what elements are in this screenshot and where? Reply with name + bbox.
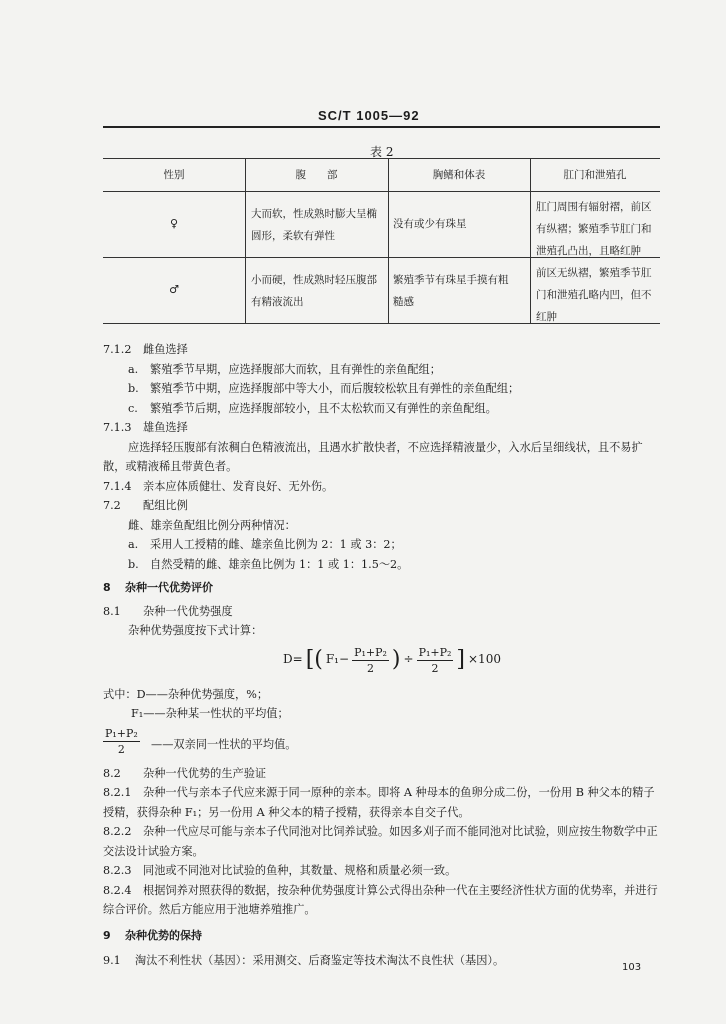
fraction-numerator: P₁+P₂	[418, 645, 452, 659]
male-fin	[393, 269, 528, 313]
list-item	[103, 379, 663, 399]
formula-lhs: D=	[283, 652, 303, 667]
formula-fraction	[352, 645, 389, 676]
fraction-numerator: P₁+P₂	[105, 726, 138, 740]
clause-number: 7.1.3	[103, 421, 132, 434]
clause-number: 8.2	[103, 766, 121, 780]
clause-7-1-4	[103, 477, 663, 497]
clause-text: 亲本应体质健壮、发育良好、无外伤。	[143, 479, 334, 493]
item-label: b.	[128, 557, 139, 571]
clause-9-1	[103, 951, 663, 971]
clause-title: 杂种一代优势的生产验证	[143, 766, 267, 780]
female-abdomen	[251, 203, 386, 247]
clause-title: 雄鱼选择	[143, 421, 188, 434]
table-cell-line: 糙感	[393, 296, 414, 308]
header-rule	[103, 126, 660, 128]
item-text: 繁殖季节早期，应选择腹部大而软，且有弹性的亲鱼配组；	[150, 362, 441, 376]
clause-text: 杂种一代应尽可能与亲本子代同池对比饲养试验。如因多刈子而不能同池对比试验，则应按生物数学中正交法设计试验方案。	[103, 825, 658, 858]
male-symbol: ♂	[169, 283, 179, 296]
clause-number: 7.1.4	[103, 479, 132, 493]
formula-block	[103, 641, 663, 685]
item-text: 自然受精的雌、雄亲鱼比例为 1：1 或 1：1.5～2。	[150, 557, 409, 571]
table-cell-line: 前区无纵褶，繁殖季节肛	[536, 267, 652, 279]
item-text: 繁殖季节后期，应选择腹部较小，且不太松软而又有弹性的亲鱼配组。	[150, 401, 497, 415]
formula-fraction	[417, 645, 454, 676]
list-item	[103, 555, 663, 575]
fraction-denominator: 2	[117, 742, 125, 756]
clause-number: 7.2	[103, 499, 121, 512]
clause-text: 淘汰不利性状（基因）：采用测交、后裔鉴定等技术淘汰不良性状（基因）。	[135, 954, 505, 967]
item-label: a.	[128, 538, 139, 551]
item-text: 繁殖季节中期，应选择腹部中等大小，而后腹较松软且有弹性的亲鱼配组；	[150, 382, 520, 395]
clause-number: 7.1.2	[103, 343, 132, 356]
table-cell-line: 泄殖孔凸出，且略红肿	[536, 245, 641, 257]
section-title: 杂种一代优势评价	[125, 581, 213, 594]
female-anus	[536, 196, 660, 262]
clause-paragraph: 应选择轻压腹部有浓稠白色精液流出，且遇水扩散快者，不应选择精液量少，入水后呈细线状，且不易扩散，或精液稀且带黄色者。	[103, 440, 643, 473]
table-cell-line: 有纵褶；繁殖季节肛门和	[536, 223, 652, 235]
fraction-numerator: P₁+P₂	[354, 645, 387, 659]
formula-fraction	[103, 726, 140, 757]
item-label: a.	[128, 362, 139, 376]
fraction-denominator: 2	[366, 661, 374, 675]
female-fin: 没有或少有珠星	[393, 218, 467, 230]
table-title: 表 2	[370, 145, 394, 159]
section-number: 8	[103, 581, 111, 594]
clause-7-2	[103, 496, 663, 516]
clause-number: 9.1	[103, 954, 121, 967]
heterosis-formula	[283, 645, 501, 676]
clause-number: 8.2.3	[103, 864, 132, 877]
male-abdomen	[251, 269, 386, 313]
clause-8-2-3	[103, 861, 663, 881]
formula-bracket: ]	[456, 647, 465, 672]
table-header-rule	[103, 191, 660, 192]
clause-intro: 杂种优势强度按下式计算：	[128, 624, 263, 637]
section-number: 9	[103, 928, 111, 942]
section-title: 杂种优势的保持	[125, 928, 202, 942]
clause-number: 8.2.4	[103, 883, 132, 897]
formula-bracket: )	[391, 647, 401, 672]
document-body	[103, 340, 663, 971]
clause-8-2-2	[103, 822, 663, 861]
clause-8-2-4	[103, 881, 663, 920]
item-label: b.	[128, 382, 139, 395]
formula-where: 式中：D——杂种优势强度，%；	[103, 687, 269, 701]
clause-text: 杂种一代与亲本子代应来源于同一原种的亲本。即将 A 种母本的鱼卵分成二份，一份用 B 种父本的精子授精，获得杂种 F₁；另一份用 A 种父本的精子授精，获得亲本自交子代。	[103, 786, 655, 819]
clause-8-2-1	[103, 783, 663, 822]
formula-multiply: ×100	[468, 652, 501, 667]
clause-7-1-3	[103, 418, 663, 438]
list-item	[103, 360, 663, 380]
clause-title: 配组比例	[143, 499, 188, 512]
clause-intro: 雌、雄亲鱼配组比例分两种情况：	[128, 518, 296, 532]
clause-text: 根据饲养对照获得的数据，按杂种优势强度计算公式得出杂种一代在主要经济性状方面的优势率，并进行综合评价。然后方能应用于池塘养殖推广。	[103, 883, 658, 916]
female-symbol: ♀	[169, 217, 179, 230]
clause-number: 8.1	[103, 604, 121, 618]
table-top-rule	[103, 158, 660, 159]
table-cell-line: 小而硬，性成熟时轻压腹部	[251, 274, 377, 286]
formula-p-definition	[103, 724, 663, 764]
table-cell-line: 门和泄殖孔略内凹，但不	[536, 289, 652, 301]
table-cell-line: 肛门周围有辐射褶，前区	[536, 201, 652, 213]
list-item	[103, 535, 663, 555]
table-cell-line: 有精液流出	[251, 296, 304, 308]
section-8-heading	[103, 578, 663, 598]
section-9-heading	[103, 926, 663, 946]
clause-number: 8.2.2	[103, 825, 132, 838]
item-label: c.	[128, 401, 138, 415]
table-cell-line: 红肿	[536, 311, 557, 323]
standard-code: SC/T 1005—92	[318, 108, 420, 123]
formula-bracket: [(	[305, 647, 323, 672]
formula-term-f1: F₁−	[325, 652, 350, 667]
col-header-anus: 肛门和泄殖孔	[563, 169, 627, 181]
col-header-abdomen: 腹 部	[295, 169, 338, 181]
fraction-denominator: 2	[431, 661, 439, 675]
clause-text: 同池或不同池对比试验的鱼种，其数量、规格和质量必须一致。	[143, 864, 457, 877]
formula-divide: ÷	[403, 652, 414, 667]
definition-text: ——双亲同一性状的平均值。	[151, 737, 297, 751]
item-text: 采用人工授精的雌、雄亲鱼比例为 2：1 或 3：2；	[150, 538, 402, 551]
page-number: 103	[622, 962, 642, 973]
col-header-fin: 胸鳍和体表	[432, 169, 486, 181]
clause-number: 8.2.1	[103, 786, 132, 799]
table-cell-line: 繁殖季节有珠星手摸有粗	[393, 274, 509, 286]
clause-7-1-2	[103, 340, 663, 360]
clause-title: 雌鱼选择	[143, 343, 188, 356]
table-cell-line: 圆形，柔软有弹性	[251, 230, 335, 242]
list-item	[103, 399, 663, 419]
table-cell-line: 大而软，性成熟时膨大呈椭	[251, 208, 377, 220]
col-header-sex: 性别	[163, 169, 185, 181]
clause-8-2	[103, 764, 663, 784]
formula-f1-definition: F₁——杂种某一性状的平均值；	[131, 707, 289, 720]
clause-title: 杂种一代优势强度	[143, 604, 233, 618]
clause-8-1	[103, 602, 663, 622]
male-anus	[536, 262, 660, 328]
